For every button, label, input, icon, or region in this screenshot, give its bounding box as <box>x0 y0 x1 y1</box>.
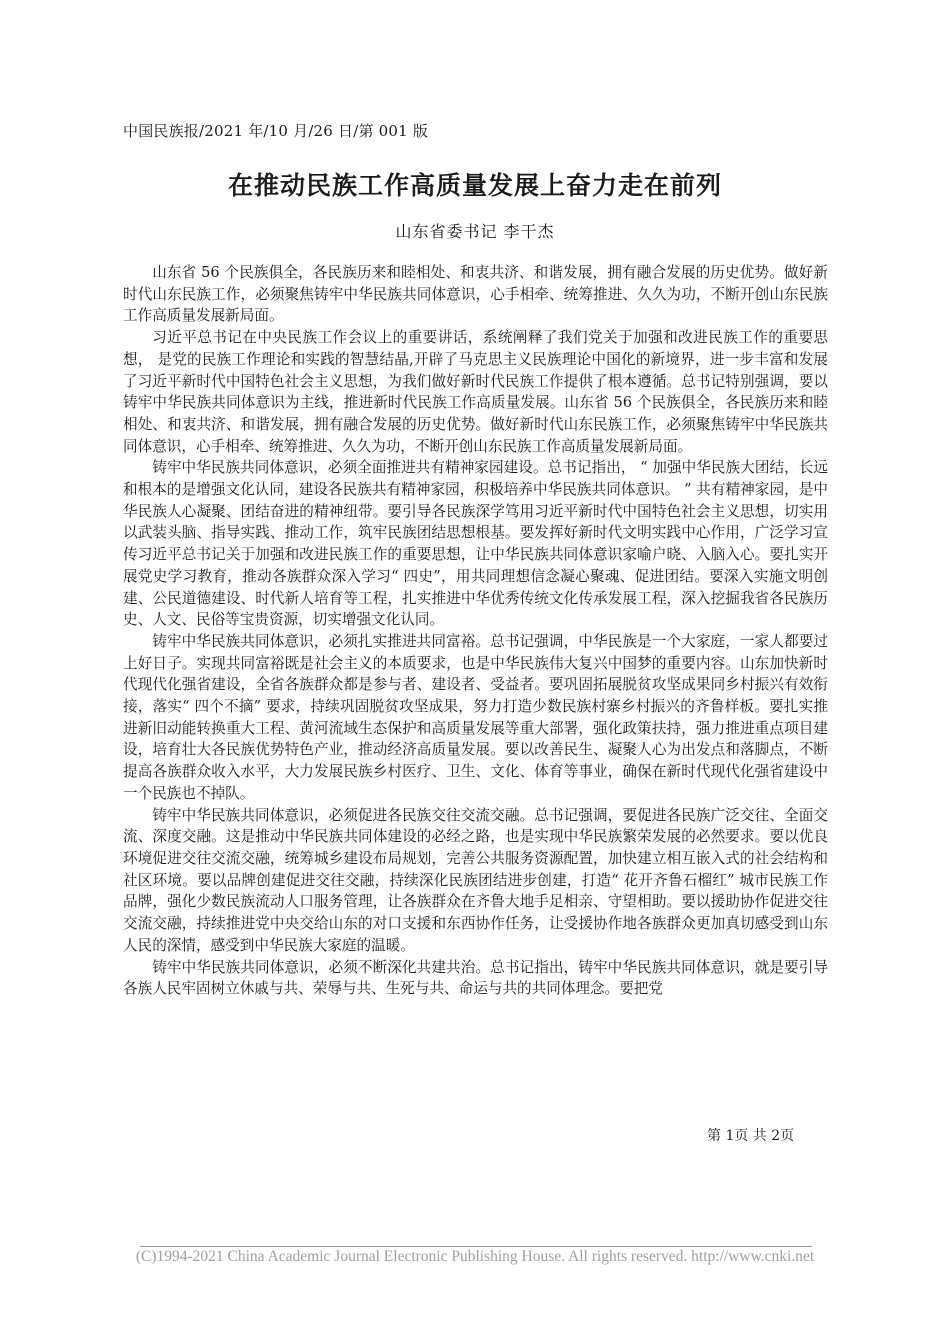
paragraph: 铸牢中华民族共同体意识，必须不断深化共建共治。总书记指出，铸牢中华民族共同体意识，就是要引导各族人民牢固树立休戚与共、荣辱与共、生死与共、命运与共的共同体理念。要把党 <box>123 958 828 998</box>
source-line: 中国民族报/2021 年/10 月/26 日/第 001 版 <box>123 122 429 140</box>
copyright-footer: (C)1994-2021 China Academic Journal Electronic Publishing House. All rights reserved. http://www.cnki.net <box>135 1248 815 1265</box>
footer-divider <box>140 1246 812 1247</box>
paragraph: 习近平总书记在中央民族工作会议上的重要讲话，系统阐释了我们党关于加强和改进民族工作的重要思想， 是党的民族工作理论和实践的智慧结晶,开辟了马克思主义民族理论中国化的新境界，进一步丰富和发展了习近平新时代中国特色社会主义思想，为我们做好新时代民族工作提供了根本遵循。总书记特别强调，要以铸牢中华民族共同体意识为主线，推进新时代民族工作高质量发展。山东省 56 个民族俱全，各民族历来和睦相处、和衷共济、和谐发展，拥有融合发展的历史优势。做好新时代山东民族工作，必须聚焦铸牢中华民族共同体意识，心手相牵、统筹推进、久久为功，不断开创山东民族工作高质量发展新局面。 <box>123 329 828 455</box>
paragraph: 铸牢中华民族共同体意识，必须促进各民族交往交流交融。总书记强调，要促进各民族广泛交往、全面交流、深度交融。这是推动中华民族共同体建设的必经之路，也是实现中华民族繁荣发展的必然要求。要以优良环境促进交往交流交融，统筹城乡建设布局规划，完善公共服务资源配置，加快建立相互嵌入式的社会结构和社区环境。要以品牌创建促进交往交融，持续深化民族团结进步创建，打造“ 花开齐鲁石榴红” 城市民族工作品牌，强化少数民族流动人口服务管理，让各族群众在齐鲁大地手足相亲、守望相助。要以援助协作促进交往交流交融，持续推进党中央交给山东的对口支援和东西协作任务，让受援协作地各族群众更加真切感受到山东人民的深情，感受到中华民族大家庭的温暖。 <box>123 806 828 954</box>
article-body <box>123 262 828 1000</box>
paragraph: 山东省 56 个民族俱全，各民族历来和睦相处、和衷共济、和谐发展，拥有融合发展的历史优势。做好新时代山东民族工作，必须聚焦铸牢中华民族共同体意识，心手相牵、统筹推进、久久为功，不断开创山东民族工作高质量发展新局面。 <box>123 264 828 325</box>
page-indicator: 第 1页 共 2页 <box>707 1128 795 1144</box>
paragraph: 铸牢中华民族共同体意识，必须全面推进共有精神家园建设。总书记指出， “ 加强中华民族大团结，长远和根本的是增强文化认同，建设各民族共有精神家园，积极培养中华民族共同体意识。 ” 共有精神家园，是中华民族人心凝聚、团结奋进的精神纽带。要引导各民族深学笃用习近平新时代中国特色社会主义思想，切实用以武装头脑、指导实践、推动工作，筑牢民族团结思想根基。要发挥好新时代文明实践中心作用，广泛学习宣传习近平总书记关于加强和改进民族工作的重要思想，让中华民族共同体意识家喻户晓、入脑入心。要扎实开展党史学习教育，推动各族群众深入学习“ 四史”，用共同理想信念凝心聚魂、促进团结。要深入实施文明创建、公民道德建设、时代新人培育等工程，扎实推进中华优秀传统文化传承发展工程，深入挖掘我省各民族历史、人文、民俗等宝贵资源，切实增强文化认同。 <box>123 459 828 629</box>
article-title: 在推动民族工作高质量发展上奋力走在前列 <box>227 171 722 200</box>
author-line: 山东省委书记 李干杰 <box>395 222 555 241</box>
paragraph: 铸牢中华民族共同体意识，必须扎实推进共同富裕。总书记强调，中华民族是一个大家庭，一家人都要过上好日子。实现共同富裕既是社会主义的本质要求，也是中华民族伟大复兴中国梦的重要内容。山东加快新时代现代化强省建设，全省各族群众都是参与者、建设者、受益者。要巩固拓展脱贫攻坚成果同乡村振兴有效衔接，落实“ 四个不摘” 要求，持续巩固脱贫攻坚成果，努力打造少数民族村寨乡村振兴的齐鲁样板。要扎实推进新旧动能转换重大工程、黄河流域生态保护和高质量发展等重大部署，强化政策扶持，强力推进重点项目建设，培育壮大各民族优势特色产业，推动经济高质量发展。要以改善民生、凝聚人心为出发点和落脚点，不断提高各族群众收入水平，大力发展民族乡村医疗、卫生、文化、体育等事业，确保在新时代现代化强省建设中一个民族也不掉队。 <box>123 632 828 802</box>
